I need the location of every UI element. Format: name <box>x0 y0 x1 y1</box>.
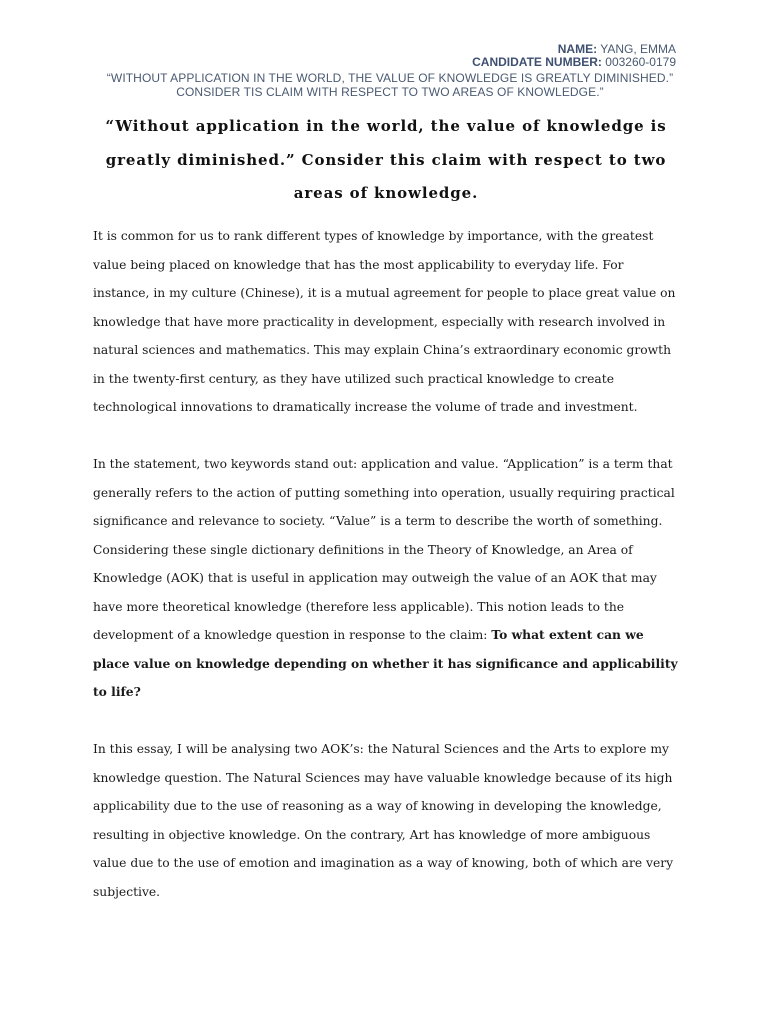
paragraph <box>93 735 683 906</box>
candidate-label: CANDIDATE NUMBER: <box>472 55 602 69</box>
paragraph-text: In the statement, two keywords stand out: application and value. “Application” is a term that generally refers to the action of putting something into operation, usually requiring practical significance and relevance to society. “Value” is a term to describe the worth of something. Considering these single dictionary definitions in the Theory of Knowledge, an Area of Knowledge (AOK) that is useful in application may outweigh the value of an AOK that may have more theoretical knowledge (therefore less applicable). This notion leads to the development of a knowledge question in response to the claim: <box>93 457 675 642</box>
name-label: NAME: <box>557 42 598 56</box>
paragraph-text: It is common for us to rank different types of knowledge by importance, with the greatest value being placed on knowledge that has the most applicability to everyday life. For instance, in my culture (Chinese), it is a mutual agreement for people to place great value on knowledge that have more practicality in development, especially with research involved in natural sciences and mathematics. This may explain China’s extraordinary economic growth in the twenty-first century, as they have utilized such practical knowledge to create technological innovations to dramatically increase the volume of trade and investment. <box>93 229 676 414</box>
knowledge-question: To what extent can we place value on knowledge depending on whether it has significance and applicability to life? <box>93 627 678 699</box>
essay-body <box>93 222 683 935</box>
essay-title: “Without application in the world, the value of knowledge is greatly diminished.” Consider this claim with respect to two areas of knowledge. <box>105 117 667 202</box>
candidate-value: 003260-0179 <box>605 55 676 69</box>
paragraph <box>93 222 683 422</box>
candidate-line <box>472 56 676 69</box>
paragraph <box>93 450 683 707</box>
running-title: “WITHOUT APPLICATION IN THE WORLD, THE VALUE OF KNOWLEDGE IS GREATLY DIMINISHED.” CONSIDER TIS CLAIM WITH RESPECT TO TWO AREAS OF KNOWLEDGE.” <box>106 71 674 99</box>
name-value: YANG, EMMA <box>600 42 676 56</box>
document-header <box>472 43 676 69</box>
paragraph-text: In this essay, I will be analysing two AOK’s: the Natural Sciences and the Arts to explore my knowledge question. The Natural Sciences may have valuable knowledge because of its high applicability due to the use of reasoning as a way of knowing in developing the knowledge, resulting in objective knowledge. On the contrary, Art has knowledge of more ambiguous value due to the use of emotion and imagination as a way of knowing, both of which are very subjective. <box>93 742 674 899</box>
